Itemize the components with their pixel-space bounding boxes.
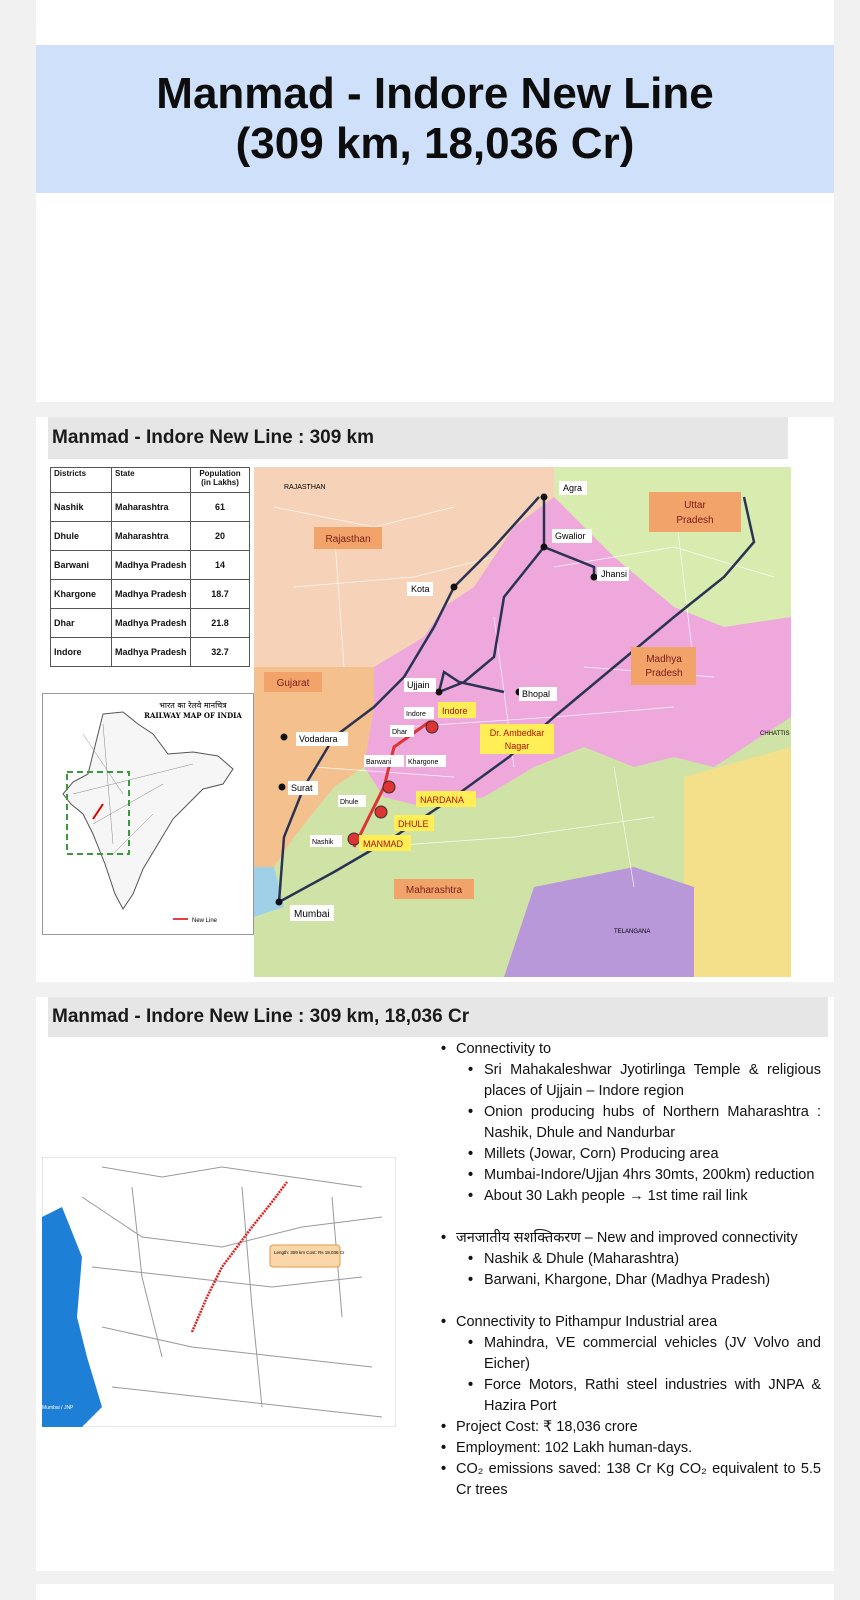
table-row bbox=[51, 580, 250, 609]
cell-population: 32.7 bbox=[191, 638, 250, 667]
indore-node bbox=[426, 721, 438, 733]
cell-district: Dhule bbox=[51, 522, 112, 551]
sub-bullet-item: • Onion producing hubs of Northern Maharashtra : Nashik, Dhule and Nandurbar bbox=[436, 1102, 821, 1144]
label-rajasthan: Rajasthan bbox=[325, 534, 371, 545]
cell-population: 14 bbox=[191, 551, 250, 580]
cell-state: Madhya Pradesh bbox=[112, 609, 191, 638]
label-vadodara: Vodadara bbox=[299, 734, 338, 744]
bullet-item: • CO₂ emissions saved: 138 Cr Kg CO₂ equivalent to 5.5 Cr trees bbox=[436, 1459, 821, 1501]
label-agra: Agra bbox=[563, 483, 583, 493]
label-mumbai: Mumbai bbox=[294, 909, 330, 920]
cell-district: Barwani bbox=[51, 551, 112, 580]
nardana-node bbox=[383, 781, 395, 793]
label-gwalior: Gwalior bbox=[555, 531, 586, 541]
cell-population: 21.8 bbox=[191, 609, 250, 638]
cell-state: Maharashtra bbox=[112, 522, 191, 551]
cell-state: Madhya Pradesh bbox=[112, 638, 191, 667]
length-cost-label: Length: 309 km Cost: Rs 18,036 Cr bbox=[274, 1250, 345, 1255]
legend-new-line: New Line bbox=[192, 918, 218, 924]
label-dhule-highlight: DHULE bbox=[398, 819, 429, 829]
bullet-gap bbox=[436, 1291, 821, 1312]
district-table bbox=[50, 467, 250, 667]
label-maharashtra: Maharashtra bbox=[405, 885, 463, 896]
table-row bbox=[51, 609, 250, 638]
cell-population: 61 bbox=[191, 493, 250, 522]
bullet-item: • जनजातीय सशक्तिकरण – New and improved connectivity bbox=[436, 1228, 821, 1249]
svg-text:Pradesh: Pradesh bbox=[676, 515, 714, 526]
label-rajasthan-top: RAJASTHAN bbox=[284, 484, 326, 491]
cell-state: Maharashtra bbox=[112, 493, 191, 522]
header-state: State bbox=[112, 468, 191, 493]
manmad-node bbox=[348, 833, 360, 845]
label-indore-highlight: Indore bbox=[442, 706, 468, 716]
cell-district: Dhar bbox=[51, 609, 112, 638]
bullet-list bbox=[436, 1039, 821, 1501]
slide-title: Manmad - Indore New Line : 309 km bbox=[48, 417, 788, 459]
table-row bbox=[51, 638, 250, 667]
cell-population: 18.7 bbox=[191, 580, 250, 609]
bullet-item: • Project Cost: ₹ 18,036 crore bbox=[436, 1417, 821, 1438]
bullet-item: • Connectivity to Pithampur Industrial area bbox=[436, 1312, 821, 1333]
bullet-item: • Connectivity to bbox=[436, 1039, 821, 1060]
label-dhule: Dhule bbox=[340, 799, 359, 806]
sub-bullet-item: • About 30 Lakh people → 1st time rail link bbox=[436, 1186, 821, 1207]
india-railway-map bbox=[42, 693, 254, 935]
header-districts: Districts bbox=[51, 468, 112, 493]
route-map bbox=[254, 467, 791, 977]
sub-bullet-item: • Mumbai-Indore/Ujjan 4hrs 30mts, 200km) reduction bbox=[436, 1165, 821, 1186]
label-dhar: Dhar bbox=[392, 729, 408, 736]
slide-title: Manmad - Indore New Line : 309 km, 18,036 Cr bbox=[48, 997, 828, 1037]
label-nardana: NARDANA bbox=[420, 795, 465, 805]
sub-bullet-item: • Barwani, Khargone, Dhar (Madhya Pradesh) bbox=[436, 1270, 821, 1291]
label-khargone: Khargone bbox=[408, 759, 439, 766]
map-slide bbox=[36, 417, 834, 982]
svg-text:Pradesh: Pradesh bbox=[645, 668, 683, 679]
sub-bullet-item: • Mahindra, VE commercial vehicles (JV Volvo and Eicher) bbox=[436, 1333, 821, 1375]
india-map-title-en: RAILWAY MAP OF INDIA bbox=[144, 711, 242, 720]
bullet-gap bbox=[436, 1207, 821, 1228]
table-row bbox=[51, 522, 250, 551]
india-map-title-hindi: भारत का रेलवे मानचित्र bbox=[159, 701, 227, 710]
table-row bbox=[51, 551, 250, 580]
india-outline bbox=[63, 712, 233, 909]
cell-state: Madhya Pradesh bbox=[112, 551, 191, 580]
label-bhopal: Bhopal bbox=[522, 689, 551, 699]
title-band bbox=[36, 45, 834, 193]
label-manmad: MANMAD bbox=[363, 839, 403, 849]
sub-bullet-item: • Millets (Jowar, Corn) Producing area bbox=[436, 1144, 821, 1165]
label-gujarat: Gujarat bbox=[276, 678, 310, 689]
label-jhansi: Jhansi bbox=[601, 569, 628, 579]
cell-district: Indore bbox=[51, 638, 112, 667]
next-slide-edge bbox=[36, 1584, 834, 1600]
bullet-item: • Employment: 102 Lakh human-days. bbox=[436, 1438, 821, 1459]
sub-bullet-item: • Sri Mahakaleshwar Jyotirlinga Temple & religious places of Ujjain – Indore region bbox=[436, 1060, 821, 1102]
details-slide bbox=[36, 997, 834, 1571]
svg-text:Dr. Ambedkar: Dr. Ambedkar bbox=[489, 728, 545, 738]
svg-text:Uttar: Uttar bbox=[684, 500, 706, 511]
label-barwani: Barwani bbox=[366, 759, 392, 766]
route-schematic-map bbox=[42, 1157, 396, 1427]
header-population: Population (in Lakhs) bbox=[191, 468, 250, 493]
label-kota: Kota bbox=[411, 584, 430, 594]
cell-district: Nashik bbox=[51, 493, 112, 522]
label-telangana: TELANGANA bbox=[614, 929, 651, 935]
title-line-1: Manmad - Indore New Line bbox=[156, 69, 714, 118]
dhule-node bbox=[375, 806, 387, 818]
svg-text:Madhya: Madhya bbox=[646, 654, 682, 665]
table-row bbox=[51, 493, 250, 522]
label-ujjain: Ujjain bbox=[407, 680, 430, 690]
cell-district: Khargone bbox=[51, 580, 112, 609]
svg-text:Mumbai / JNP: Mumbai / JNP bbox=[42, 1405, 74, 1411]
label-indore-small: Indore bbox=[406, 711, 426, 718]
sub-bullet-item: • Force Motors, Rathi steel industries with JNPA & Hazira Port bbox=[436, 1375, 821, 1417]
sub-bullet-item: • Nashik & Dhule (Maharashtra) bbox=[436, 1249, 821, 1270]
title-line-2: (309 km, 18,036 Cr) bbox=[235, 119, 635, 168]
label-nashik: Nashik bbox=[312, 839, 334, 846]
region-chhattisgarh bbox=[684, 747, 791, 977]
title-slide bbox=[36, 0, 834, 402]
cell-population: 20 bbox=[191, 522, 250, 551]
cell-state: Madhya Pradesh bbox=[112, 580, 191, 609]
svg-text:Nagar: Nagar bbox=[504, 741, 530, 751]
label-chhattisgarh: CHHATTIS bbox=[760, 731, 790, 737]
label-surat: Surat bbox=[291, 783, 313, 793]
